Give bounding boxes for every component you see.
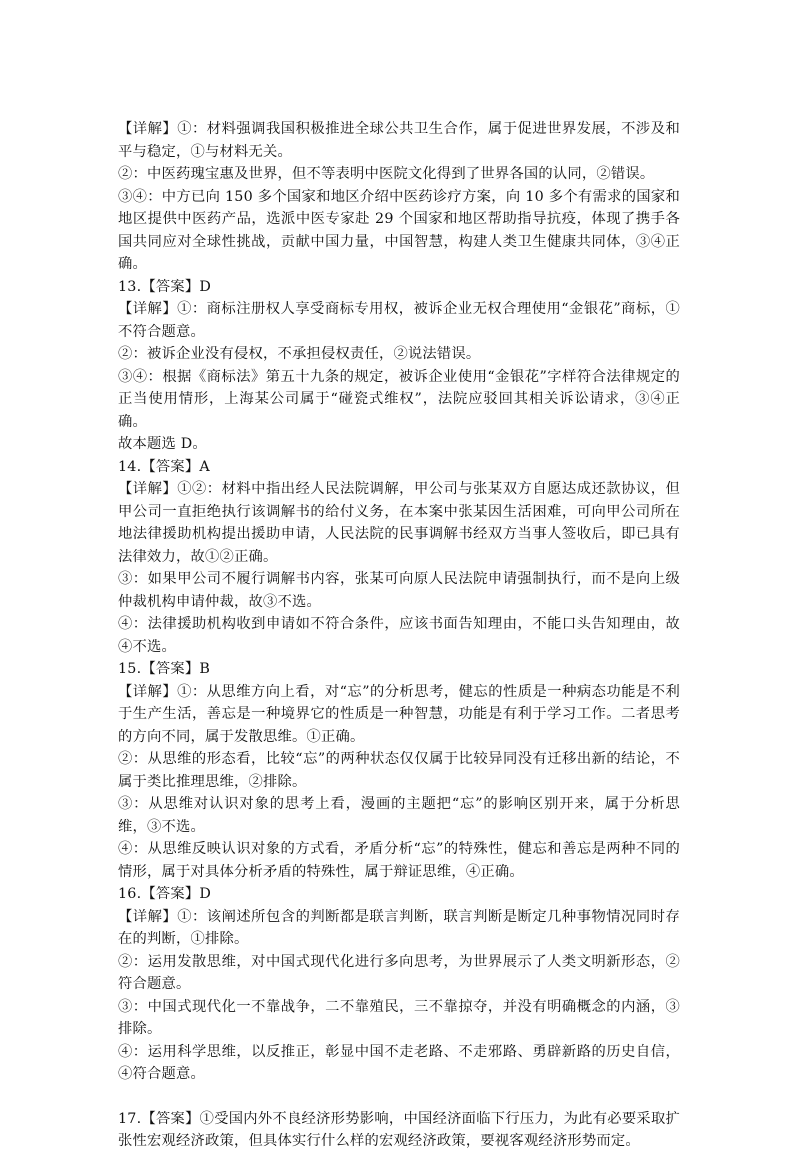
detail-paragraph: ③：中国式现代化一不靠战争，二不靠殖民，三不靠掠夺，并没有明确概念的内涵，③排除。 bbox=[118, 998, 680, 1037]
detail-paragraph: ②：运用发散思维，对中国式现代化进行多向思考，为世界展示了人类文明新形态，②符合题意。 bbox=[118, 953, 680, 992]
answer-explanation-page bbox=[118, 118, 680, 1153]
detail-paragraph: 【详解】①：该阐述所包含的判断都是联言判断，联言判断是断定几种事物情况同时存在的判断，①排除。 bbox=[118, 908, 680, 947]
detail-paragraph: ③：从思维对认识对象的思考上看，漫画的主题把“忘”的影响区别开来，属于分析思维，③不选。 bbox=[118, 796, 680, 835]
answer-heading: 16.【答案】D bbox=[118, 886, 211, 902]
detail-paragraph: ②：中医药瑰宝惠及世界，但不等表明中医院文化得到了世界各国的认同，②错误。 bbox=[118, 166, 655, 182]
detail-paragraph: ③④：中方已向 150 多个国家和地区介绍中医药诊疗方案，向 10 多个有需求的国家和地区提供中医药产品，选派中医专家赴 29 个国家和地区帮助指导抗疫，体现了携手各国共同应对全球性挑战，贡献中国力量，中国智慧，构建人类卫生健康共同体，③④正确。 bbox=[118, 188, 680, 272]
detail-paragraph: 【详解】①：从思维方向上看，对“忘”的分析思考，健忘的性质是一种病态功能是不利于生产生活，善忘是一种境界它的性质是一种智慧，功能是有利于学习工作。二者思考的方向不同，属于发散思维。①正确。 bbox=[118, 683, 680, 745]
detail-paragraph: ④：运用科学思维，以反推正，彰显中国不走老路、不走邪路、勇辟新路的历史自信，④符合题意。 bbox=[118, 1043, 680, 1082]
detail-paragraph: ③：如果甲公司不履行调解书内容，张某可向原人民法院申请强制执行，而不是向上级仲裁机构申请仲裁，故③不选。 bbox=[118, 571, 680, 610]
detail-paragraph: ③④：根据《商标法》第五十九条的规定，被诉企业使用“金银花”字样符合法律规定的正当使用情形，上海某公司属于“碰瓷式维权”，法院应驳回其相关诉讼请求，③④正确。 bbox=[118, 368, 680, 430]
paragraph-gap bbox=[118, 1086, 680, 1108]
detail-paragraph: ④：从思维反映认识对象的方式看，矛盾分析“忘”的特殊性，健忘和善忘是两种不同的情形，属于对具体分析矛盾的特殊性，属于辩证思维，④正确。 bbox=[118, 841, 680, 880]
detail-paragraph: 【详解】①②：材料中指出经人民法院调解，甲公司与张某双方自愿达成还款协议，但甲公司一直拒绝执行该调解书的给付义务，在本案中张某因生活困难，可向甲公司所在地法律援助机构提出援助申请，人民法院的民事调解书经双方当事人签收后，即已具有法律效力，故①②正确。 bbox=[118, 481, 680, 565]
answer-heading: 17.【答案】①受国内外不良经济形势影响，中国经济面临下行压力，为此有必要采取扩张性宏观经济政策，但具体实行什么样的宏观经济政策，要视客观经济形势而定。 bbox=[118, 1110, 680, 1149]
detail-paragraph: ②：从思维的形态看，比较“忘”的两种状态仅仅属于比较异同没有迁移出新的结论，不属于类比推理思维，②排除。 bbox=[118, 751, 680, 790]
detail-paragraph: ④：法律援助机构收到申请如不符合条件，应该书面告知理由，不能口头告知理由，故④不选。 bbox=[118, 616, 680, 655]
detail-paragraph: 【详解】①：商标注册权人享受商标专用权，被诉企业无权合理使用“金银花”商标，①不符合题意。 bbox=[118, 301, 680, 340]
answer-heading: 15.【答案】B bbox=[118, 661, 211, 677]
answer-heading: 14.【答案】A bbox=[118, 458, 210, 475]
answer-heading: 13.【答案】D bbox=[118, 278, 211, 295]
detail-paragraph: 故本题选 D。 bbox=[118, 436, 207, 452]
detail-paragraph: ②：被诉企业没有侵权，不承担侵权责任，②说法错误。 bbox=[118, 346, 481, 362]
detail-paragraph: 【详解】①：材料强调我国积极推进全球公共卫生合作，属于促进世界发展，不涉及和平与稳定，①与材料无关。 bbox=[118, 121, 680, 160]
